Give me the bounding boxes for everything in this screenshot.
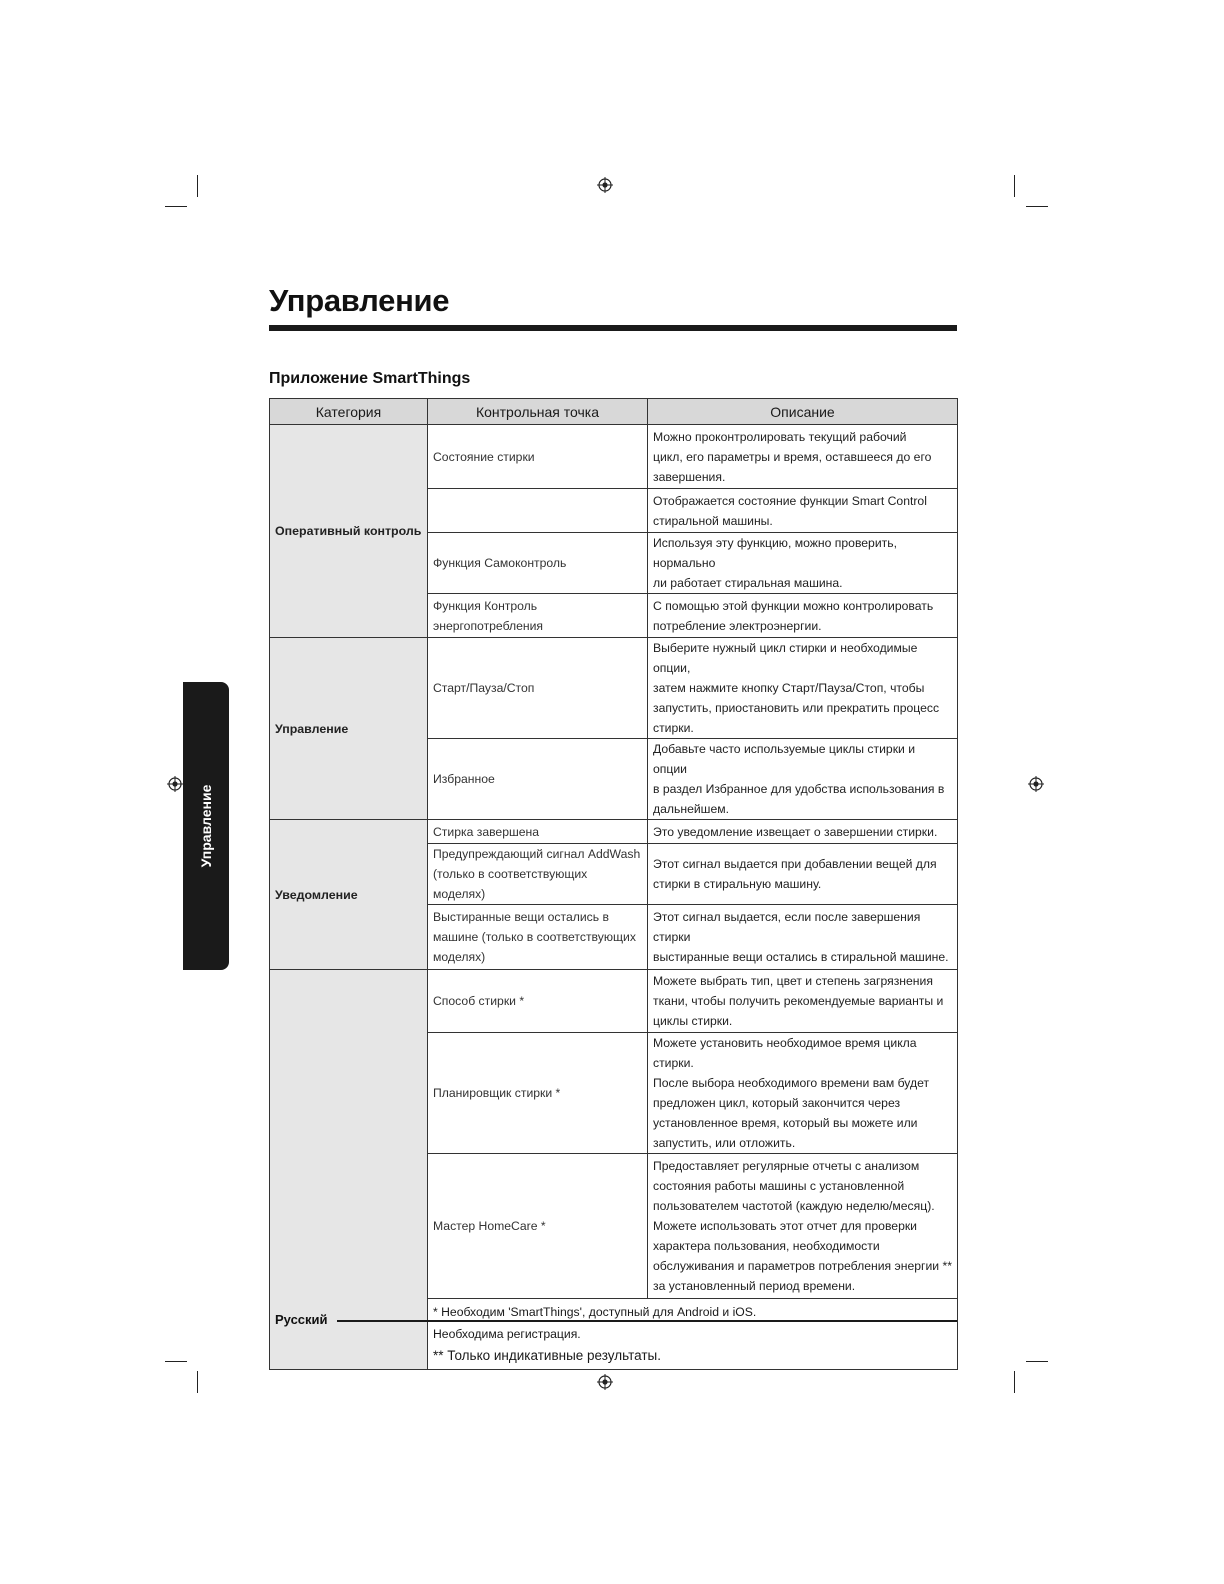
registration-mark-icon <box>597 177 613 193</box>
description-line: запустить, или отложить. <box>653 1136 796 1150</box>
checkpoint-cell <box>428 844 648 905</box>
header-category: Категория <box>270 399 428 425</box>
description-line: обслуживания и параметров потребления энергии ** <box>653 1259 952 1273</box>
checkpoint-line: машине (только в соответствующих <box>433 930 636 944</box>
description-cell <box>648 820 958 844</box>
description-line: Это уведомление извещает о завершении стирки. <box>653 824 938 839</box>
crop-mark <box>197 1371 198 1393</box>
footnote-cell <box>428 1299 958 1370</box>
description-line: завершения. <box>653 469 726 484</box>
checkpoint-cell <box>428 594 648 638</box>
description-line: цикл, его параметры и время, оставшееся до его <box>653 449 932 464</box>
description-cell <box>648 1033 958 1154</box>
description-line: стирки. <box>653 721 694 735</box>
header-description: Описание <box>648 399 958 425</box>
description-line: ткани, чтобы получить рекомендуемые варианты и <box>653 994 944 1008</box>
description-cell <box>648 1154 958 1299</box>
checkpoint-cell: Планировщик стирки * <box>428 1033 648 1154</box>
description-line: Этот сигнал выдается, если после завершения стирки <box>653 910 921 944</box>
description-cell <box>648 489 958 533</box>
description-line: пользователем частотой (каждую неделю/месяц). <box>653 1199 935 1213</box>
footnote-line: Необходима регистрация. <box>433 1327 581 1341</box>
description-line: характера пользования, необходимости <box>653 1239 880 1253</box>
checkpoint-line: Функция Контроль <box>433 598 538 613</box>
checkpoint-cell <box>428 905 648 970</box>
description-line: Этот сигнал выдается при добавлении вещей для <box>653 857 937 871</box>
description-line: выстиранные вещи остались в стиральной машине. <box>653 950 949 964</box>
footnote-line: ** Только индикативные результаты. <box>433 1348 661 1363</box>
page-title: Управление <box>269 283 450 318</box>
checkpoint-cell: Способ стирки * <box>428 970 648 1033</box>
description-line: в раздел Избранное для удобства использования в <box>653 782 945 796</box>
crop-mark <box>1026 206 1048 207</box>
description-line: установленное время, который вы можете или <box>653 1116 918 1130</box>
description-line: Отображается состояние функции Smart Control <box>653 493 927 508</box>
description-line: циклы стирки. <box>653 1014 733 1028</box>
side-tab <box>183 682 229 970</box>
crop-mark <box>1014 175 1015 197</box>
description-cell <box>648 533 958 594</box>
description-line: Выберите нужный цикл стирки и необходимые опции, <box>653 641 918 675</box>
description-line: После выбора необходимого времени вам будет <box>653 1076 930 1090</box>
category-cell: Управление <box>270 638 428 820</box>
description-cell <box>648 970 958 1033</box>
title-rule <box>269 325 957 331</box>
table-row <box>270 425 958 489</box>
registration-mark-icon <box>1028 776 1044 792</box>
crop-mark <box>1014 1371 1015 1393</box>
header-checkpoint: Контрольная точка <box>428 399 648 425</box>
footnote-line: * Необходим 'SmartThings', доступный для Android и iOS. <box>433 1305 757 1319</box>
description-line: стиральной машины. <box>653 513 773 528</box>
description-line: стирки в стиральную машину. <box>653 877 822 891</box>
crop-mark <box>197 175 198 197</box>
registration-mark-icon <box>167 776 183 792</box>
table-row <box>270 638 958 739</box>
checkpoint-line: Предупреждающий сигнал AddWash <box>433 847 641 861</box>
description-line: Можете установить необходимое время цикла стирки. <box>653 1036 917 1070</box>
checkpoint-cell: Старт/Пауза/Стоп <box>428 638 648 739</box>
description-line: за установленный период времени. <box>653 1279 856 1293</box>
description-line: Добавьте часто используемые циклы стирки и опции <box>653 742 916 776</box>
description-cell <box>648 638 958 739</box>
checkpoint-line: (только в соответствующих моделях) <box>433 867 588 901</box>
description-line: предложен цикл, который закончится через <box>653 1096 901 1110</box>
description-cell <box>648 844 958 905</box>
smartthings-table <box>269 398 958 1370</box>
footer-language: Русский <box>275 1312 328 1327</box>
description-line: Можете выбрать тип, цвет и степень загрязнения <box>653 974 933 988</box>
description-line: ли работает стиральная машина. <box>653 576 843 590</box>
checkpoint-cell <box>428 489 648 533</box>
category-cell: Оперативный контроль <box>270 425 428 638</box>
description-line: Используя эту функцию, можно проверить, нормально <box>653 536 897 570</box>
description-cell <box>648 425 958 489</box>
registration-mark-icon <box>597 1374 613 1390</box>
description-line: С помощью этой функции можно контролировать <box>653 598 934 613</box>
description-line: Предоставляет регулярные отчеты с анализом <box>653 1159 920 1173</box>
description-line: дальнейшем. <box>653 802 729 816</box>
checkpoint-line: энергопотребления <box>433 618 544 633</box>
description-line: запустить, приостановить или прекратить процесс <box>653 701 940 715</box>
checkpoint-cell: Стирка завершена <box>428 820 648 844</box>
description-line: Можно проконтролировать текущий рабочий <box>653 429 907 444</box>
description-line: затем нажмите кнопку Старт/Пауза/Стоп, чтобы <box>653 681 925 695</box>
section-title: Приложение SmartThings <box>269 370 471 387</box>
category-cell: Уведомление <box>270 820 428 970</box>
category-cell <box>270 970 428 1370</box>
description-cell <box>648 739 958 820</box>
side-tab-label: Управление <box>198 784 214 868</box>
footer-rule <box>337 1320 957 1322</box>
crop-mark <box>1026 1361 1048 1362</box>
description-cell <box>648 905 958 970</box>
description-cell <box>648 594 958 638</box>
table-row <box>270 820 958 844</box>
description-line: Можете использовать этот отчет для проверки <box>653 1219 917 1233</box>
checkpoint-cell: Избранное <box>428 739 648 820</box>
checkpoint-cell: Состояние стирки <box>428 425 648 489</box>
table-header-row <box>270 399 958 425</box>
checkpoint-line: Выстиранные вещи остались в <box>433 910 609 924</box>
crop-mark <box>165 206 187 207</box>
description-line: состояния работы машины с установленной <box>653 1179 905 1193</box>
checkpoint-cell: Функция Самоконтроль <box>428 533 648 594</box>
description-line: потребление электроэнергии. <box>653 618 822 633</box>
checkpoint-line: моделях) <box>433 950 486 964</box>
checkpoint-cell: Мастер HomeCare * <box>428 1154 648 1299</box>
crop-mark <box>165 1361 187 1362</box>
table-row <box>270 970 958 1033</box>
